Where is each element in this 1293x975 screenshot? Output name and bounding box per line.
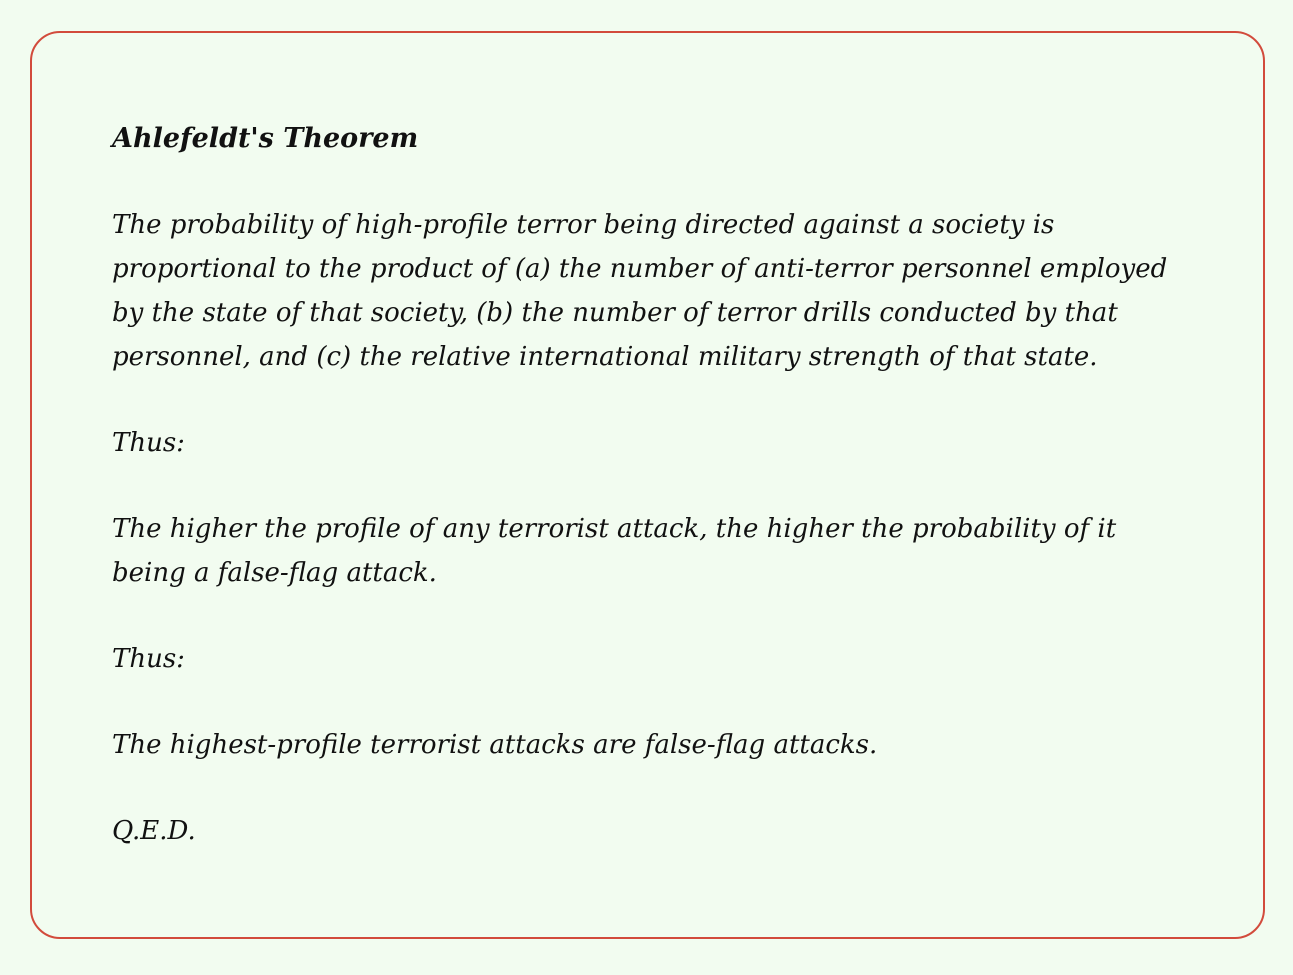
theorem-statement: The probability of high-profile terror being directed against a society is proportional to the product of (a) the number of anti-terror personnel employed by the state of that society, (b) the number of terror drills conducted by that personnel, and (c) the relative international military strength of that state. — [112, 210, 1168, 372]
theorem-title: Ahlefeldt's Theorem — [112, 123, 419, 154]
theorem-card — [30, 31, 1265, 939]
thus-label-2: Thus: — [112, 644, 185, 674]
conclusion: The highest-profile terrorist attacks are false-flag attacks. — [112, 730, 878, 760]
spacer — [112, 681, 1180, 723]
spacer — [112, 161, 1180, 203]
corollary-1: The higher the profile of any terrorist attack, the higher the probability of it being a false-flag attack. — [112, 514, 1117, 588]
qed: Q.E.D. — [112, 816, 196, 846]
spacer — [112, 595, 1180, 637]
spacer — [112, 379, 1180, 421]
spacer — [112, 465, 1180, 507]
spacer — [112, 767, 1180, 809]
thus-label-1: Thus: — [112, 428, 185, 458]
theorem-content — [112, 117, 1180, 853]
